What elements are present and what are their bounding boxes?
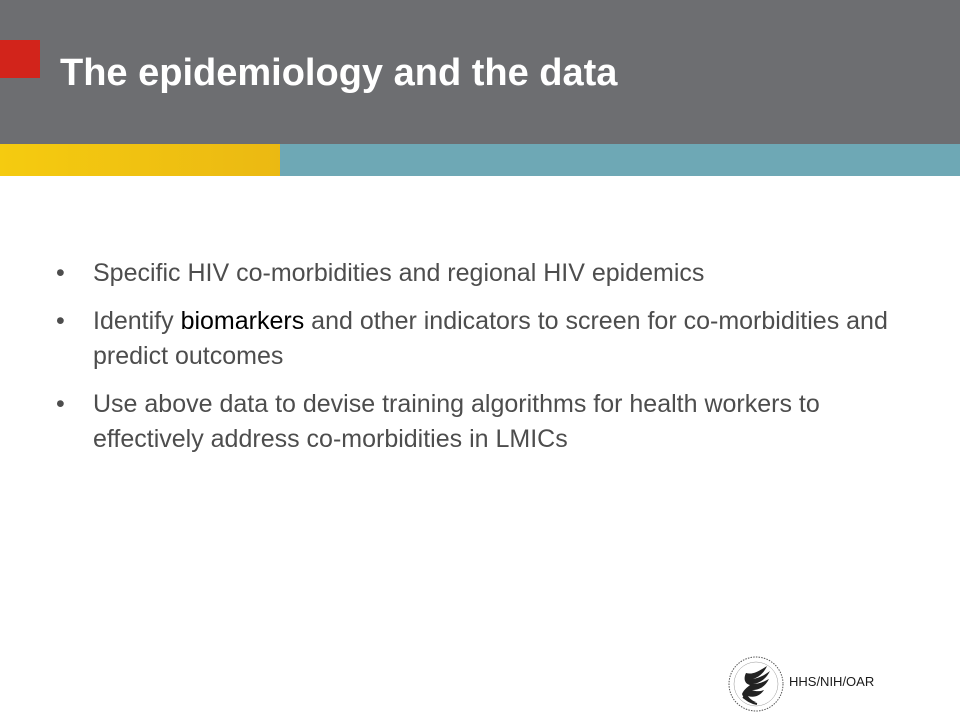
bullet-text: Use above data to devise training algorithms for health workers to effectively address co-morbidities in LMICs bbox=[93, 390, 820, 453]
bullet-text bbox=[93, 307, 888, 370]
bullet-text-rest: and other indicators to screen for co-morbidities and predict outcomes bbox=[93, 307, 888, 370]
bullet-marker: • bbox=[56, 259, 65, 287]
footer-agency-label: HHS/NIH/OAR bbox=[789, 674, 875, 689]
bullet-marker: • bbox=[56, 307, 65, 335]
biomarkers-term: biomarkers bbox=[180, 307, 305, 335]
bullet-text-lead: Identify bbox=[93, 307, 181, 335]
bullet-item bbox=[56, 256, 906, 291]
bullet-marker: • bbox=[56, 390, 65, 418]
bullet-item bbox=[56, 304, 906, 374]
blue-accent-band bbox=[280, 144, 960, 176]
title-header-bar bbox=[0, 0, 960, 144]
red-accent-square bbox=[0, 40, 40, 78]
slide-title: The epidemiology and the data bbox=[60, 52, 618, 94]
bullet-text: Specific HIV co-morbidities and regional HIV epidemics bbox=[93, 259, 705, 287]
hhs-eagle-seal-icon bbox=[726, 654, 786, 714]
gold-accent-band bbox=[0, 144, 280, 176]
bullet-item bbox=[56, 387, 906, 457]
bullet-list bbox=[56, 256, 906, 470]
